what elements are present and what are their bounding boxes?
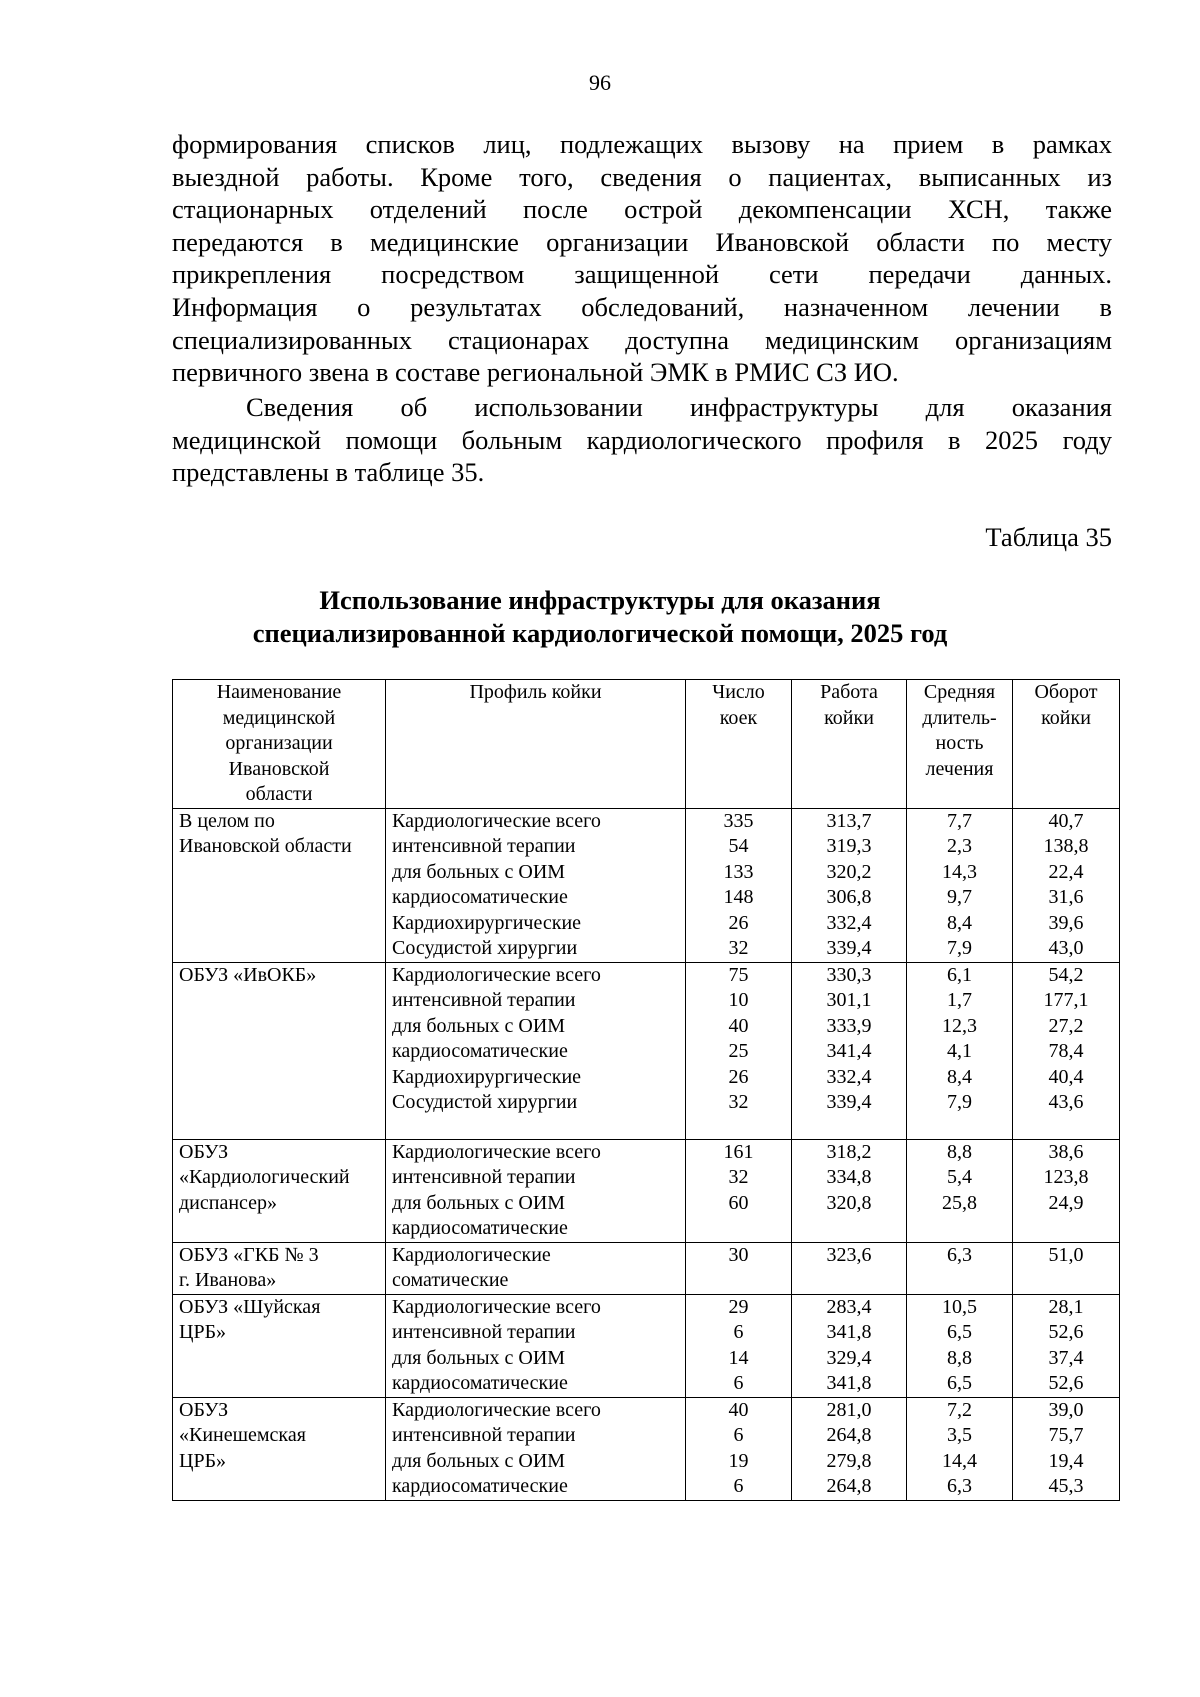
header-average-stay — [907, 680, 1013, 809]
cell-line: 52,6 — [1048, 1372, 1084, 1394]
cell-line: ОБУЗ «Шуйская — [179, 1295, 321, 1318]
cell-line: 264,8 — [826, 1475, 872, 1497]
cell-line: койки — [824, 706, 874, 729]
cell-line: 52,6 — [1048, 1321, 1084, 1343]
cell-line: 14,3 — [942, 860, 977, 883]
cell-line: 40,4 — [1048, 1065, 1084, 1088]
cell-line: ность — [935, 732, 984, 754]
table-title-line: специализированной кардиологической помощи, 2025 год — [252, 618, 948, 648]
paragraph-line: представлены в таблице 35. — [172, 457, 485, 488]
cell-line: интенсивной терапии — [392, 989, 576, 1011]
cell-line: Оборот — [1034, 681, 1098, 703]
avg-stay-cell — [907, 808, 1013, 962]
cell-line: 334,8 — [826, 1166, 872, 1188]
organization-cell — [173, 808, 386, 962]
work-cell — [792, 808, 907, 962]
table-row — [173, 1397, 1120, 1500]
cell-line: Средняя — [923, 681, 996, 703]
cell-line: 6 — [733, 1372, 744, 1394]
cell-line: для больных с ОИМ — [392, 1014, 566, 1037]
profile-cell — [386, 1294, 686, 1397]
turnover-cell — [1013, 808, 1120, 962]
table-title-line: Использование инфраструктуры для оказания — [319, 585, 881, 615]
work-cell — [792, 1397, 907, 1500]
beds-cell — [686, 1242, 792, 1294]
organization-cell — [173, 1294, 386, 1397]
cell-line: 32 — [728, 937, 749, 959]
table-row — [173, 808, 1120, 962]
cell-line: интенсивной терапии — [392, 1166, 576, 1188]
cell-line: Сосудистой хирургии — [392, 937, 578, 959]
cell-line: Кардиологические всего — [392, 1398, 601, 1421]
header-bed-work — [792, 680, 907, 809]
cell-line: 329,4 — [826, 1346, 872, 1369]
cell-line: 39,6 — [1048, 911, 1084, 934]
cell-line: 133 — [723, 860, 754, 883]
cell-line: интенсивной терапии — [392, 1321, 576, 1343]
cell-line: 301,1 — [826, 989, 872, 1011]
cell-line: ЦРБ» — [179, 1321, 227, 1343]
cell-line: 78,4 — [1048, 1040, 1084, 1062]
cell-line: длитель- — [922, 706, 997, 729]
cell-line: 28,1 — [1048, 1295, 1084, 1318]
cell-line: для больных с ОИМ — [392, 1191, 566, 1214]
work-cell — [792, 1139, 907, 1242]
cell-line: ОБУЗ — [179, 1398, 229, 1421]
cell-line: 6,3 — [947, 1243, 972, 1266]
cell-line: 26 — [728, 911, 749, 934]
bed-usage-table — [172, 679, 1120, 1501]
turnover-cell — [1013, 1242, 1120, 1294]
cell-line: 19,4 — [1048, 1449, 1084, 1472]
cell-line: Сосудистой хирургии — [392, 1091, 578, 1113]
beds-cell — [686, 1294, 792, 1397]
cell-line: 148 — [723, 886, 754, 908]
paragraph-line: стационарных отделений после острой декомпенсации ХСН, также — [172, 194, 1112, 225]
turnover-cell — [1013, 962, 1120, 1139]
cell-line: 8,4 — [947, 1065, 972, 1088]
table-header-row — [173, 680, 1120, 809]
paragraph-line: Сведения об использовании инфраструктуры для оказания — [246, 392, 1112, 422]
avg-stay-cell — [907, 962, 1013, 1139]
cell-line: г. Иванова» — [179, 1269, 277, 1291]
turnover-cell — [1013, 1139, 1120, 1242]
cell-line: кардиосоматические — [392, 886, 568, 908]
page-number: 96 — [589, 70, 611, 95]
cell-line: 3,5 — [947, 1424, 972, 1446]
work-cell — [792, 962, 907, 1139]
cell-line: 75,7 — [1048, 1424, 1084, 1446]
cell-line: 30 — [728, 1243, 749, 1266]
paragraph-line: выездной работы. Кроме того, сведения о пациентах, выписанных из — [172, 161, 1112, 192]
avg-stay-cell — [907, 1139, 1013, 1242]
cell-line: организации — [225, 732, 333, 754]
cell-line: 12,3 — [942, 1014, 977, 1037]
cell-line: 6 — [733, 1321, 744, 1343]
profile-cell — [386, 1242, 686, 1294]
cell-line: области — [245, 783, 313, 805]
cell-line: кардиосоматические — [392, 1475, 568, 1497]
paragraph-line: Информация о результатах обследований, назначенном лечении в — [172, 291, 1112, 322]
table-row — [173, 962, 1120, 1139]
cell-line: 313,7 — [826, 809, 872, 832]
cell-line: 9,7 — [947, 886, 972, 908]
organization-cell — [173, 962, 386, 1139]
cell-line: для больных с ОИМ — [392, 1346, 566, 1369]
cell-line: для больных с ОИМ — [392, 1449, 566, 1472]
cell-line: 339,4 — [826, 1091, 872, 1113]
cell-line: Кардиологические всего — [392, 809, 601, 832]
cell-line: «Кинешемская — [179, 1424, 306, 1446]
cell-line: 45,3 — [1048, 1475, 1084, 1497]
cell-line: 32 — [728, 1166, 749, 1188]
cell-line: 54 — [728, 835, 749, 857]
cell-line: 6 — [733, 1475, 744, 1497]
cell-line: 10 — [728, 989, 749, 1011]
work-cell — [792, 1242, 907, 1294]
cell-line: 51,0 — [1048, 1243, 1084, 1266]
turnover-cell — [1013, 1294, 1120, 1397]
organization-cell — [173, 1242, 386, 1294]
header-organization — [173, 680, 386, 809]
cell-line: 24,9 — [1048, 1191, 1084, 1214]
cell-line: интенсивной терапии — [392, 835, 576, 857]
header-bed-turnover — [1013, 680, 1120, 809]
cell-line: 341,8 — [826, 1321, 872, 1343]
profile-cell — [386, 1397, 686, 1500]
header-bed-profile — [386, 680, 686, 809]
cell-line: Наименование — [216, 681, 342, 703]
cell-line: 283,4 — [826, 1295, 872, 1318]
cell-line: 14,4 — [942, 1449, 977, 1472]
cell-line: 32 — [728, 1091, 749, 1113]
profile-cell — [386, 808, 686, 962]
cell-line: 75 — [728, 963, 749, 986]
cell-line: 22,4 — [1048, 860, 1084, 883]
cell-line: медицинской — [222, 706, 336, 729]
cell-line: Кардиохирургические — [392, 1065, 582, 1088]
cell-line: 37,4 — [1048, 1346, 1084, 1369]
cell-line: 319,3 — [826, 835, 872, 857]
cell-line: Ивановской — [228, 757, 330, 780]
cell-line: 1,7 — [947, 989, 972, 1011]
cell-line: Кардиологические всего — [392, 1295, 601, 1318]
cell-line: Число — [712, 681, 765, 703]
cell-line: лечения — [925, 757, 994, 780]
cell-line: ОБУЗ — [179, 1140, 229, 1163]
organization-cell — [173, 1139, 386, 1242]
cell-line: Профиль койки — [469, 681, 602, 703]
profile-cell — [386, 962, 686, 1139]
cell-line: Кардиологические — [392, 1243, 551, 1266]
cell-line: 318,2 — [826, 1140, 872, 1163]
cell-line: 60 — [728, 1191, 749, 1214]
cell-line: 14 — [728, 1346, 749, 1369]
cell-line: 330,3 — [826, 963, 872, 986]
cell-line: 43,6 — [1048, 1091, 1084, 1113]
header-bed-count — [686, 680, 792, 809]
cell-line: 332,4 — [826, 911, 872, 934]
cell-line: 7,7 — [947, 809, 972, 832]
cell-line: 27,2 — [1048, 1014, 1084, 1037]
cell-line: 5,4 — [947, 1166, 972, 1188]
table-row — [173, 1139, 1120, 1242]
cell-line: 161 — [723, 1140, 754, 1163]
cell-line: 138,8 — [1043, 835, 1089, 857]
cell-line: 281,0 — [826, 1398, 872, 1421]
cell-line: 332,4 — [826, 1065, 872, 1088]
cell-line: 19 — [728, 1449, 749, 1472]
profile-cell — [386, 1139, 686, 1242]
cell-line: 335 — [723, 809, 754, 832]
cell-line: 39,0 — [1048, 1398, 1084, 1421]
cell-line: 43,0 — [1048, 937, 1084, 959]
cell-line: 7,2 — [947, 1398, 972, 1421]
cell-line: 54,2 — [1048, 963, 1084, 986]
cell-line: 7,9 — [947, 937, 972, 959]
cell-line: 279,8 — [826, 1449, 872, 1472]
cell-line: койки — [1041, 706, 1091, 729]
cell-line: Кардиохирургические — [392, 911, 582, 934]
cell-line: 4,1 — [947, 1040, 972, 1062]
cell-line: 31,6 — [1048, 886, 1084, 908]
cell-line: 38,6 — [1048, 1140, 1084, 1163]
cell-line: для больных с ОИМ — [392, 860, 566, 883]
cell-line: Кардиологические всего — [392, 963, 601, 986]
cell-line: 339,4 — [826, 937, 872, 959]
cell-line: 2,3 — [947, 835, 972, 857]
cell-line: 40,7 — [1048, 809, 1084, 832]
cell-line: 320,8 — [826, 1191, 872, 1214]
organization-cell — [173, 1397, 386, 1500]
cell-line: коек — [719, 706, 758, 729]
cell-line: 341,8 — [826, 1372, 872, 1394]
cell-line: Кардиологические всего — [392, 1140, 601, 1163]
cell-line: соматические — [392, 1269, 509, 1291]
beds-cell — [686, 962, 792, 1139]
table-number: Таблица 35 — [985, 522, 1112, 552]
cell-line: 123,8 — [1043, 1166, 1089, 1188]
cell-line: 26 — [728, 1065, 749, 1088]
table-row — [173, 1294, 1120, 1397]
work-cell — [792, 1294, 907, 1397]
cell-line: 6,5 — [947, 1372, 972, 1394]
cell-line: 6 — [733, 1424, 744, 1446]
beds-cell — [686, 1139, 792, 1242]
paragraph-line: первичного звена в составе региональной ЭМК в РМИС СЗ ИО. — [172, 357, 899, 388]
paragraph-line: специализированных стационарах доступна медицинским организациям — [172, 324, 1112, 355]
cell-line: 6,5 — [947, 1321, 972, 1343]
cell-line: 264,8 — [826, 1424, 872, 1446]
paragraph-line: прикрепления посредством защищенной сети передачи данных. — [172, 259, 1112, 290]
cell-line: 40 — [728, 1398, 749, 1421]
cell-line: 25,8 — [942, 1191, 977, 1214]
cell-line: диспансер» — [179, 1191, 278, 1214]
cell-line: интенсивной терапии — [392, 1424, 576, 1446]
cell-line: 8,4 — [947, 911, 972, 934]
beds-cell — [686, 808, 792, 962]
avg-stay-cell — [907, 1294, 1013, 1397]
avg-stay-cell — [907, 1397, 1013, 1500]
table-row — [173, 1242, 1120, 1294]
cell-line: 10,5 — [942, 1295, 977, 1318]
cell-line: Работа — [820, 681, 878, 703]
cell-line: 6,3 — [947, 1475, 972, 1497]
cell-line: 8,8 — [947, 1140, 972, 1163]
beds-cell — [686, 1397, 792, 1500]
cell-line: 6,1 — [947, 963, 972, 986]
paragraph-line: медицинской помощи больным кардиологического профиля в 2025 году — [172, 424, 1112, 455]
cell-line: ЦРБ» — [179, 1449, 227, 1472]
cell-line: 25 — [728, 1040, 749, 1062]
cell-line: 320,2 — [826, 860, 872, 883]
cell-line: Ивановской области — [179, 835, 352, 857]
paragraph-line: формирования списков лиц, подлежащих вызову на прием в рамках — [172, 129, 1112, 159]
cell-line: 8,8 — [947, 1346, 972, 1369]
cell-line: ОБУЗ «ИвОКБ» — [179, 963, 317, 986]
cell-line: 7,9 — [947, 1091, 972, 1113]
cell-line: кардиосоматические — [392, 1372, 568, 1394]
table-title — [0, 584, 1200, 650]
body-paragraph-1 — [172, 128, 1112, 389]
cell-line: 40 — [728, 1014, 749, 1037]
cell-line: 341,4 — [826, 1040, 872, 1062]
cell-line: «Кардиологический — [179, 1166, 350, 1188]
cell-line: 29 — [728, 1295, 749, 1318]
paragraph-line: передаются в медицинские организации Ивановской области по месту — [172, 226, 1112, 257]
cell-line: 333,9 — [826, 1014, 872, 1037]
turnover-cell — [1013, 1397, 1120, 1500]
avg-stay-cell — [907, 1242, 1013, 1294]
cell-line: 306,8 — [826, 886, 872, 908]
body-paragraph-2 — [172, 391, 1112, 489]
cell-line: ОБУЗ «ГКБ № 3 — [179, 1243, 319, 1266]
cell-line: 177,1 — [1043, 989, 1089, 1011]
cell-line: кардиосоматические — [392, 1040, 568, 1062]
cell-line: кардиосоматические — [392, 1217, 568, 1239]
cell-line: В целом по — [179, 809, 275, 832]
cell-line: 323,6 — [826, 1243, 872, 1266]
